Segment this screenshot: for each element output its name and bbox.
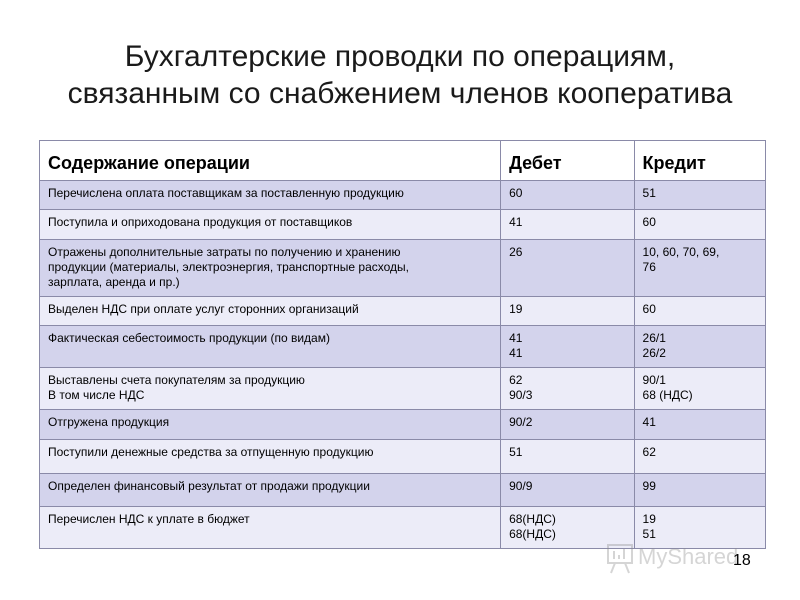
- table-row: [40, 181, 766, 210]
- slide-title-line-1: Бухгалтерские проводки по операциям,: [124, 40, 676, 73]
- table-row: [40, 326, 766, 368]
- credit-cell: 60: [634, 210, 765, 240]
- table-row: [40, 474, 766, 507]
- debit-cell: 26: [501, 240, 634, 297]
- page-number: 18: [733, 552, 751, 569]
- table-row: [40, 368, 766, 410]
- debit-cell: 62 90/3: [501, 368, 634, 410]
- operation-cell: Выделен НДС при оплате услуг сторонних организаций: [40, 297, 501, 326]
- debit-cell: 68(НДС) 68(НДС): [501, 507, 634, 549]
- slide-title-line-2: связанным со снабжением членов кооператива: [67, 77, 733, 110]
- operation-cell: Поступила и оприходована продукция от поставщиков: [40, 210, 501, 240]
- credit-cell: 60: [634, 297, 765, 326]
- credit-cell: 51: [634, 181, 765, 210]
- operations-table: [39, 140, 766, 549]
- table-row: [40, 410, 766, 440]
- debit-cell: 51: [501, 440, 634, 474]
- table-row: [40, 240, 766, 297]
- credit-cell: 99: [634, 474, 765, 507]
- presentation-board-icon: [608, 545, 632, 573]
- credit-cell: 26/1 26/2: [634, 326, 765, 368]
- operation-cell: Определен финансовый результат от продажи продукции: [40, 474, 501, 507]
- header-debit: Дебет: [501, 141, 634, 181]
- table-row: [40, 210, 766, 240]
- debit-cell: 90/2: [501, 410, 634, 440]
- credit-cell: 41: [634, 410, 765, 440]
- operation-cell: Выставлены счета покупателям за продукцию В том числе НДС: [40, 368, 501, 410]
- credit-cell: 62: [634, 440, 765, 474]
- operation-cell: Перечислен НДС к уплате в бюджет: [40, 507, 501, 549]
- operation-cell: Фактическая себестоимость продукции (по видам): [40, 326, 501, 368]
- slide-title: [0, 38, 800, 112]
- operation-cell: Поступили денежные средства за отпущенную продукцию: [40, 440, 501, 474]
- header-credit: Кредит: [634, 141, 765, 181]
- table-row: [40, 440, 766, 474]
- watermark-text: MyShared: [638, 544, 739, 569]
- debit-cell: 19: [501, 297, 634, 326]
- header-operation: Содержание операции: [40, 141, 501, 181]
- credit-cell: 10, 60, 70, 69, 76: [634, 240, 765, 297]
- credit-cell: 19 51: [634, 507, 765, 549]
- operation-cell: Отражены дополнительные затраты по получению и хранению продукции (материалы, электроэнергия, транспортные расходы, зарплата, аренда и пр.): [40, 240, 501, 297]
- credit-cell: 90/1 68 (НДС): [634, 368, 765, 410]
- table-header-row: [40, 141, 766, 181]
- debit-cell: 41: [501, 210, 634, 240]
- debit-cell: 90/9: [501, 474, 634, 507]
- operation-cell: Отгружена продукция: [40, 410, 501, 440]
- debit-cell: 41 41: [501, 326, 634, 368]
- table-row: [40, 297, 766, 326]
- debit-cell: 60: [501, 181, 634, 210]
- operation-cell: Перечислена оплата поставщикам за поставленную продукцию: [40, 181, 501, 210]
